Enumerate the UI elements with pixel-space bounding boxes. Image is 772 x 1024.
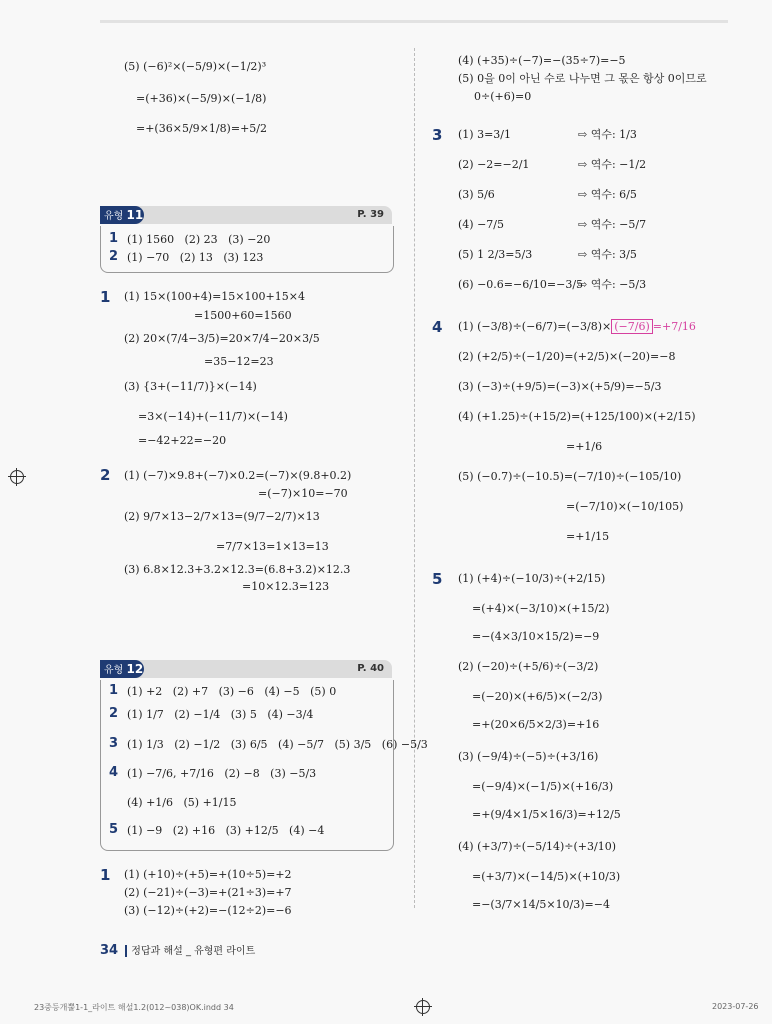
quick-answer: (1) +2 (2) +7 (3) −6 (4) −5 (5) 0 — [127, 685, 337, 698]
print-file-info: 23중등개뿔1-1_라이트 해설1.2(012~038)OK.indd 34 — [34, 1003, 234, 1012]
reciprocal-right: ⇨ 역수: 1/3 — [578, 128, 637, 141]
registration-mark-icon — [10, 470, 24, 484]
solution-line: =1500+60=1560 — [194, 309, 292, 322]
solution-line: (4) (+3/7)÷(−5/14)÷(+3/10) — [458, 840, 617, 853]
left-top-line: =+(36×5/9×1/8)=+5/2 — [136, 122, 267, 135]
solution-line: =+(9/4×1/5×16/3)=+12/5 — [472, 808, 621, 821]
quick-num: 1 — [109, 683, 119, 698]
quick-answer: (1) −9 (2) +16 (3) +12/5 (4) −4 — [127, 824, 325, 837]
reciprocal-left: (3) 5/6 — [458, 188, 495, 201]
solution-line: (2) (−20)÷(+5/6)÷(−3/2) — [458, 660, 599, 673]
quick-answer: (4) +1/6 (5) +1/15 — [127, 796, 237, 809]
reciprocal-left: (5) 1 2/3=5/3 — [458, 248, 533, 261]
type12-quick-box — [100, 680, 428, 851]
left-top-line: (5) (−6)²×(−5/9)×(−1/2)³ — [124, 60, 267, 73]
right-top-line: (4) (+35)÷(−7)=−(35÷7)=−5 — [458, 54, 626, 67]
page-footer — [100, 942, 255, 958]
type12-page-ref: P. 40 — [357, 663, 384, 674]
solution-line: =−(4×3/10×15/2)=−9 — [472, 630, 600, 643]
right-top-line: 0÷(+6)=0 — [474, 90, 532, 103]
quick-num: 1 — [109, 231, 119, 246]
reciprocal-right: ⇨ 역수: −5/3 — [578, 278, 647, 291]
right-top-line: (5) 0을 0이 아닌 수로 나누면 그 몫은 항상 0이므로 — [458, 72, 707, 85]
solution-number: 5 — [432, 570, 443, 588]
solution-number: 4 — [432, 318, 443, 336]
solution-line: (5) (−0.7)÷(−10.5)=(−7/10)÷(−105/10) — [458, 470, 682, 483]
quick-answer: (1) −70 (2) 13 (3) 123 — [127, 251, 264, 264]
solution-line: (1) (−7)×9.8+(−7)×0.2=(−7)×(9.8+0.2) — [124, 469, 352, 482]
solution-line: (2) (−21)÷(−3)=+(21÷3)=+7 — [124, 886, 292, 899]
reciprocal-right: ⇨ 역수: −5/7 — [578, 218, 647, 231]
solution-line: (2) 9/7×13−2/7×13=(9/7−2/7)×13 — [124, 510, 320, 523]
highlighted-answer: =+7/16 — [652, 320, 696, 333]
solution-line: =(−7/10)×(−10/105) — [566, 500, 684, 513]
solution-line: (1) (−3/8)÷(−6/7)=(−3/8)× (−7/6) =+7/16 — [458, 320, 696, 333]
solution-number: 2 — [100, 466, 111, 484]
solution-line: =+1/15 — [566, 530, 610, 543]
solution-line: =(+3/7)×(−14/5)×(+10/3) — [472, 870, 621, 883]
print-date: 2023-07-26 — [712, 1002, 759, 1011]
type11-quick-box — [100, 226, 394, 273]
column-divider — [414, 48, 415, 908]
solution-number: 1 — [100, 866, 111, 884]
registration-mark-icon — [416, 1000, 430, 1014]
quick-answer: (1) 1/7 (2) −1/4 (3) 5 (4) −3/4 — [127, 708, 314, 721]
type12-tag: 유형 12 — [100, 660, 144, 678]
page-number: 34 — [100, 943, 119, 958]
quick-answer: (1) 1/3 (2) −1/2 (3) 6/5 (4) −5/7 (5) 3/5 (6) −5/3 — [127, 738, 428, 751]
solution-line: =−42+22=−20 — [138, 434, 227, 447]
left-top-line: =(+36)×(−5/9)×(−1/8) — [136, 92, 267, 105]
reciprocal-left: (1) 3=3/1 — [458, 128, 511, 141]
reciprocal-left: (4) −7/5 — [458, 218, 504, 231]
solution-line: (3) (−3)÷(+9/5)=(−3)×(+5/9)=−5/3 — [458, 380, 662, 393]
solution-line: (3) 6.8×12.3+3.2×12.3=(6.8+3.2)×12.3 — [124, 563, 351, 576]
reciprocal-right: ⇨ 역수: 6/5 — [578, 188, 637, 201]
quick-num: 4 — [109, 765, 119, 780]
reciprocal-right: ⇨ 역수: 3/5 — [578, 248, 637, 261]
solution-line: =(−9/4)×(−1/5)×(+16/3) — [472, 780, 614, 793]
solution-line: (2) (+2/5)÷(−1/20)=(+2/5)×(−20)=−8 — [458, 350, 676, 363]
solution-number: 1 — [100, 288, 111, 306]
type11-header — [100, 206, 392, 224]
quick-answer: (1) −7/6, +7/16 (2) −8 (3) −5/3 — [127, 767, 317, 780]
reciprocal-right: ⇨ 역수: −1/2 — [578, 158, 647, 171]
top-rule — [100, 20, 728, 23]
footer-title: 정답과 해설 _ 유형편 라이트 — [131, 946, 256, 957]
reciprocal-left: (2) −2=−2/1 — [458, 158, 530, 171]
quick-num: 2 — [109, 706, 119, 721]
solution-line: (1) (+10)÷(+5)=+(10÷5)=+2 — [124, 868, 292, 881]
solution-line: (3) {3+(−11/7)}×(−14) — [124, 380, 257, 393]
quick-num: 5 — [109, 822, 119, 837]
type11-tag: 유형 11 — [100, 206, 144, 224]
solution-line: =(−20)×(+6/5)×(−2/3) — [472, 690, 603, 703]
type12-header — [100, 660, 392, 678]
solution-line: =+(20×6/5×2/3)=+16 — [472, 718, 600, 731]
solution-line: (1) (+4)÷(−10/3)÷(+2/15) — [458, 572, 606, 585]
solution-number: 3 — [432, 126, 443, 144]
quick-num: 3 — [109, 736, 119, 751]
reciprocal-left: (6) −0.6=−6/10=−3/5 — [458, 278, 584, 291]
solution-line: =(+4)×(−3/10)×(+15/2) — [472, 602, 610, 615]
solution-line: (3) (−12)÷(+2)=−(12÷2)=−6 — [124, 904, 292, 917]
quick-answer: (1) 1560 (2) 23 (3) −20 — [127, 233, 271, 246]
solution-line: =−(3/7×14/5×10/3)=−4 — [472, 898, 610, 911]
solution-line: =10×12.3=123 — [242, 580, 330, 593]
solution-line: =7/7×13=1×13=13 — [216, 540, 329, 553]
type11-page-ref: P. 39 — [357, 209, 384, 220]
quick-num: 2 — [109, 249, 119, 264]
solution-line: (1) 15×(100+4)=15×100+15×4 — [124, 290, 305, 303]
solution-line: (4) (+1.25)÷(+15/2)=(+125/100)×(+2/15) — [458, 410, 696, 423]
highlighted-reciprocal: (−7/6) — [611, 319, 653, 334]
solution-line: (2) 20×(7/4−3/5)=20×7/4−20×3/5 — [124, 332, 320, 345]
solution-line: =3×(−14)+(−11/7)×(−14) — [138, 410, 288, 423]
solution-line: (3) (−9/4)÷(−5)÷(+3/16) — [458, 750, 599, 763]
solution-line: =(−7)×10=−70 — [258, 487, 348, 500]
solution-line: =+1/6 — [566, 440, 603, 453]
solution-line: =35−12=23 — [204, 355, 274, 368]
